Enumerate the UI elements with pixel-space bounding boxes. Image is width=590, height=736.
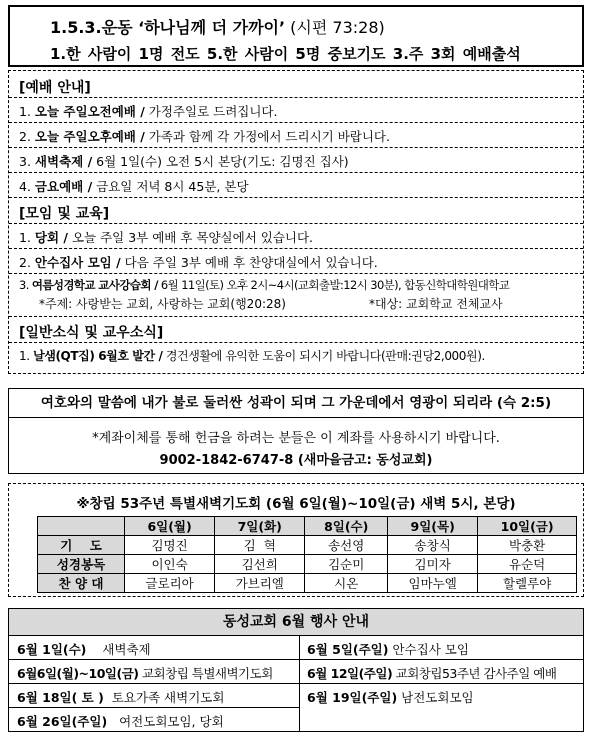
row-label: 찬 양 대 xyxy=(38,574,125,593)
meeting-target: *대상: 교회학교 전체교사 xyxy=(369,297,503,311)
table-cell: 시온 xyxy=(305,574,388,593)
row-divider xyxy=(9,683,584,684)
motto-header xyxy=(8,5,584,67)
divider xyxy=(9,316,583,317)
dawn-prayer-title: ※창립 53주년 특별새벽기도회 (6월 6일(월)~10일(금) 새벽 5시, 본당) xyxy=(76,496,516,512)
dawn-prayer-section xyxy=(8,483,584,597)
day-header: 9일(목) xyxy=(388,517,478,536)
event-item: 6월 12일(주일) 교회창립53주년 감사주일 예배 xyxy=(307,666,557,681)
divider xyxy=(9,342,583,343)
event-item: 6월 5일(주일) 안수집사 모임 xyxy=(307,642,469,657)
events-title: 동성교회 6월 행사 안내 xyxy=(9,609,583,636)
table-corner xyxy=(38,517,125,536)
event-item: 6월 26일(주일) 여전도회모임, 당회 xyxy=(17,714,224,729)
divider xyxy=(9,147,583,148)
event-item: 6월 19일(주일) 남전도회모임 xyxy=(307,690,474,705)
event-item: 6월6일(월)~10일(금) 교회창립 특별새벽기도회 xyxy=(17,666,273,681)
worship-item: 4. 금요예배 / 금요일 저녁 8시 45분, 본당 xyxy=(19,179,249,194)
meeting-item: 1. 당회 / 오늘 주일 3부 예배 후 목양실에서 있습니다. xyxy=(19,230,314,245)
motto-reference: (시편 73:28) xyxy=(285,18,385,37)
dawn-prayer-table xyxy=(37,516,577,593)
table-cell: 김순미 xyxy=(305,555,388,574)
motto-quote: ‘하나님께 더 가까이’ xyxy=(138,18,286,37)
table-cell: 할렐루야 xyxy=(478,574,577,593)
divider xyxy=(9,197,583,198)
motto-goals: 1.한 사람이 1명 전도 5.한 사람이 5명 중보기도 3.주 3회 예배출석 xyxy=(50,45,521,63)
day-header: 6일(월) xyxy=(125,517,215,536)
general-title: [일반소식 및 교우소식] xyxy=(19,325,164,341)
day-header: 8일(수) xyxy=(305,517,388,536)
table-cell: 송창식 xyxy=(388,536,478,555)
table-cell: 김선희 xyxy=(215,555,305,574)
worship-title: [예배 안내] xyxy=(19,80,91,96)
table-row xyxy=(38,574,577,593)
worship-item: 3. 새벽축제 / 6월 1일(수) 오전 5시 본당(기도: 김명진 집사) xyxy=(19,154,349,169)
divider xyxy=(9,248,583,249)
table-row xyxy=(38,536,577,555)
row-label: 기 도 xyxy=(38,536,125,555)
general-item: 1. 날샘(QT집) 6월호 발간 / 경건생활에 유익한 도움이 되시기 바랍니다(판매:권당2,000원). xyxy=(19,349,485,363)
motto-prefix: 1.5.3.운동 xyxy=(50,18,139,37)
table-cell: 유순덕 xyxy=(478,555,577,574)
table-header-row xyxy=(38,517,577,536)
table-cell: 김명진 xyxy=(125,536,215,555)
notice-section xyxy=(8,70,584,374)
divider xyxy=(9,122,583,123)
divider xyxy=(9,273,583,274)
row-divider xyxy=(9,659,584,660)
meeting-item: 2. 안수집사 모임 / 다음 주일 3부 예배 후 찬양대실에서 있습니다. xyxy=(19,255,378,270)
worship-item: 2. 오늘 주일오후예배 / 가족과 함께 각 가정에서 드리시기 바랍니다. xyxy=(19,129,390,144)
worship-item: 1. 오늘 주일오전예배 / 가정주일로 드려집니다. xyxy=(19,104,278,119)
table-cell: 김미자 xyxy=(388,555,478,574)
table-cell: 김 혁 xyxy=(215,536,305,555)
row-label: 성경봉독 xyxy=(38,555,125,574)
account-number: 9002-1842-6747-8 (새마을금고: 동성교회) xyxy=(159,453,433,468)
divider xyxy=(9,223,583,224)
day-header: 10일(금) xyxy=(478,517,577,536)
verse-text: 여호와의 말씀에 내가 불로 둘러싼 성곽이 되며 그 가운데에서 영광이 되리라 (슥 2:5) xyxy=(9,389,583,418)
motto-line xyxy=(50,15,385,38)
verse-box xyxy=(8,388,584,474)
table-cell: 가브리엘 xyxy=(215,574,305,593)
meeting-item: 3. 여름성경학교 교사강습회 / 6월 11일(토) 오후 2시~4시(교회출발:12시 30분), 합동신학대학원대학교 xyxy=(19,278,510,292)
divider xyxy=(9,172,583,173)
table-row xyxy=(38,555,577,574)
events-section xyxy=(8,608,584,732)
divider xyxy=(9,97,583,98)
account-notice: *계좌이체를 통해 헌금을 하려는 분들은 이 계좌를 사용하시기 바랍니다. xyxy=(92,431,500,446)
table-cell: 임마누엘 xyxy=(388,574,478,593)
table-cell: 글로리아 xyxy=(125,574,215,593)
meeting-theme: *주제: 사랑받는 교회, 사랑하는 교회(행20:28) xyxy=(39,297,286,311)
event-item: 6월 18일( 토 ) 토요가족 새벽기도회 xyxy=(17,690,225,705)
row-divider xyxy=(9,707,299,708)
table-cell: 박충환 xyxy=(478,536,577,555)
table-cell: 이인숙 xyxy=(125,555,215,574)
meeting-title: [모임 및 교육] xyxy=(19,206,110,222)
event-item: 6월 1일(수) 새벽축제 xyxy=(17,642,151,657)
day-header: 7일(화) xyxy=(215,517,305,536)
table-cell: 송선영 xyxy=(305,536,388,555)
